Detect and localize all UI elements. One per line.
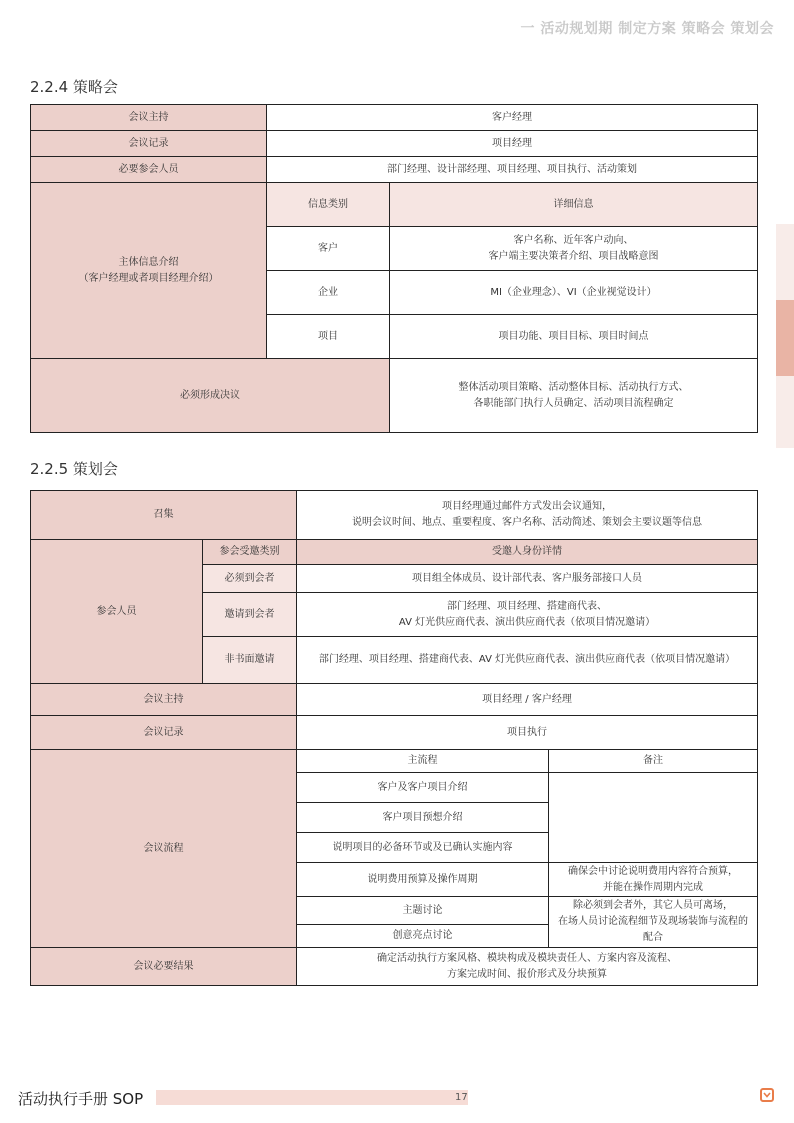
convene-label: 召集 — [31, 491, 297, 540]
footer-bar — [156, 1090, 468, 1105]
record-value: 项目执行 — [297, 716, 758, 750]
brand-logo-icon — [760, 1088, 774, 1102]
flow-step: 创意亮点讨论 — [297, 925, 549, 948]
resolution-label: 必须形成决议 — [31, 359, 390, 433]
intro-label-line2: （客户经理或者项目经理介绍） — [78, 272, 219, 284]
flow-step: 客户及客户项目介绍 — [297, 773, 549, 803]
table-row — [31, 716, 758, 750]
table-row — [31, 491, 758, 540]
flow-label: 会议流程 — [31, 750, 297, 948]
note-line: 并能在操作周期内完成 — [603, 881, 703, 893]
category-cell: 客户 — [267, 227, 390, 271]
intro-label — [31, 183, 267, 359]
flow-note-empty — [549, 773, 758, 863]
category-cell: 企业 — [267, 271, 390, 315]
note-line: 确保会中讨论说明费用内容符合预算， — [568, 865, 738, 877]
category-cell: 项目 — [267, 315, 390, 359]
flow-note-discuss — [549, 897, 758, 948]
detail-cell: MI（企业理念）、VI（企业视觉设计） — [390, 271, 758, 315]
table-row — [31, 359, 758, 433]
page-number: 17 — [455, 1092, 468, 1103]
result-value — [297, 948, 758, 986]
required-value: 项目组全体成员、设计部代表、客户服务部接口人员 — [297, 565, 758, 593]
attendees-label: 必要参会人员 — [31, 157, 267, 183]
record-label: 会议记录 — [31, 131, 267, 157]
flow-step: 客户项目预想介绍 — [297, 803, 549, 833]
section-title-strategy: 2.2.4 策略会 — [30, 78, 118, 96]
note-line: 配合 — [643, 932, 663, 943]
flow-main-header: 主流程 — [297, 750, 549, 773]
detail-cell — [390, 227, 758, 271]
resolution-line: 各职能部门执行人员确定、活动项目流程确定 — [473, 397, 674, 409]
host-label: 会议主持 — [31, 105, 267, 131]
record-label: 会议记录 — [31, 716, 297, 750]
invite-type-header: 参会受邀类别 — [203, 540, 297, 565]
table-row — [31, 183, 758, 227]
table-row — [31, 131, 758, 157]
detail-line: 客户名称、近年客户动向、 — [513, 234, 634, 246]
note-line: 在场人员讨论流程细节及现场装饰与流程的 — [558, 916, 748, 927]
planning-meeting-table — [30, 490, 758, 986]
intro-label-line1: 主体信息介绍 — [118, 256, 179, 268]
section-title-planning: 2.2.5 策划会 — [30, 460, 118, 478]
table-row — [31, 105, 758, 131]
strategy-meeting-table — [30, 104, 758, 433]
invited-label: 邀请到会者 — [203, 593, 297, 637]
result-line: 方案完成时间、报价形式及分块预算 — [447, 968, 607, 980]
convene-line: 说明会议时间、地点、重要程度、客户名称、活动简述、策划会主要议题等信息 — [352, 517, 702, 528]
flow-step: 说明项目的必备环节或及已确认实施内容 — [297, 833, 549, 863]
result-label: 会议必要结果 — [31, 948, 297, 986]
resolution-value — [390, 359, 758, 433]
col-header-category: 信息类别 — [267, 183, 390, 227]
attendees-value: 部门经理、设计部经理、项目经理、项目执行、活动策划 — [267, 157, 758, 183]
record-value: 项目经理 — [267, 131, 758, 157]
invited-value — [297, 593, 758, 637]
invited-line: 部门经理、项目经理、搭建商代表、 — [447, 600, 607, 612]
convene-value — [297, 491, 758, 540]
header-chapter-title: 一 活动规划期 制定方案 策略会 策划会 — [520, 21, 774, 37]
side-tab-marker — [776, 376, 794, 448]
detail-cell: 项目功能、项目目标、项目时间点 — [390, 315, 758, 359]
resolution-line: 整体活动项目策略、活动整体目标、活动执行方式、 — [458, 381, 689, 393]
side-tab-marker-active — [776, 300, 794, 376]
flow-note-header: 备注 — [549, 750, 758, 773]
table-row — [31, 684, 758, 716]
detail-line: 客户端主要决策者介绍、项目战略意图 — [488, 250, 659, 262]
result-line: 确定活动执行方案风格、模块构成及模块责任人、方案内容及流程、 — [377, 952, 677, 964]
nonwritten-label: 非书面邀请 — [203, 637, 297, 684]
flow-step: 说明费用预算及操作周期 — [297, 863, 549, 897]
table-row — [31, 540, 758, 565]
invited-line: AV 灯光供应商代表、演出供应商代表（依项目情况邀请） — [398, 616, 656, 628]
table-row — [31, 157, 758, 183]
host-label: 会议主持 — [31, 684, 297, 716]
footer-title: 活动执行手册 SOP — [18, 1090, 144, 1108]
flow-note-budget — [549, 863, 758, 897]
required-label: 必须到会者 — [203, 565, 297, 593]
flow-step: 主题讨论 — [297, 897, 549, 925]
note-line: 除必须到会者外，其它人员可离场， — [573, 900, 733, 911]
convene-line: 项目经理通过邮件方式发出会议通知， — [442, 501, 612, 512]
invite-detail-header: 受邀人身份详情 — [297, 540, 758, 565]
col-header-detail: 详细信息 — [390, 183, 758, 227]
host-value: 客户经理 — [267, 105, 758, 131]
host-value: 项目经理 / 客户经理 — [297, 684, 758, 716]
nonwritten-value: 部门经理、项目经理、搭建商代表、AV 灯光供应商代表、演出供应商代表（依项目情况邀请） — [297, 637, 758, 684]
table-row — [31, 948, 758, 986]
side-tab-marker — [776, 224, 794, 300]
table-row — [31, 750, 758, 773]
participants-label: 参会人员 — [31, 540, 203, 684]
